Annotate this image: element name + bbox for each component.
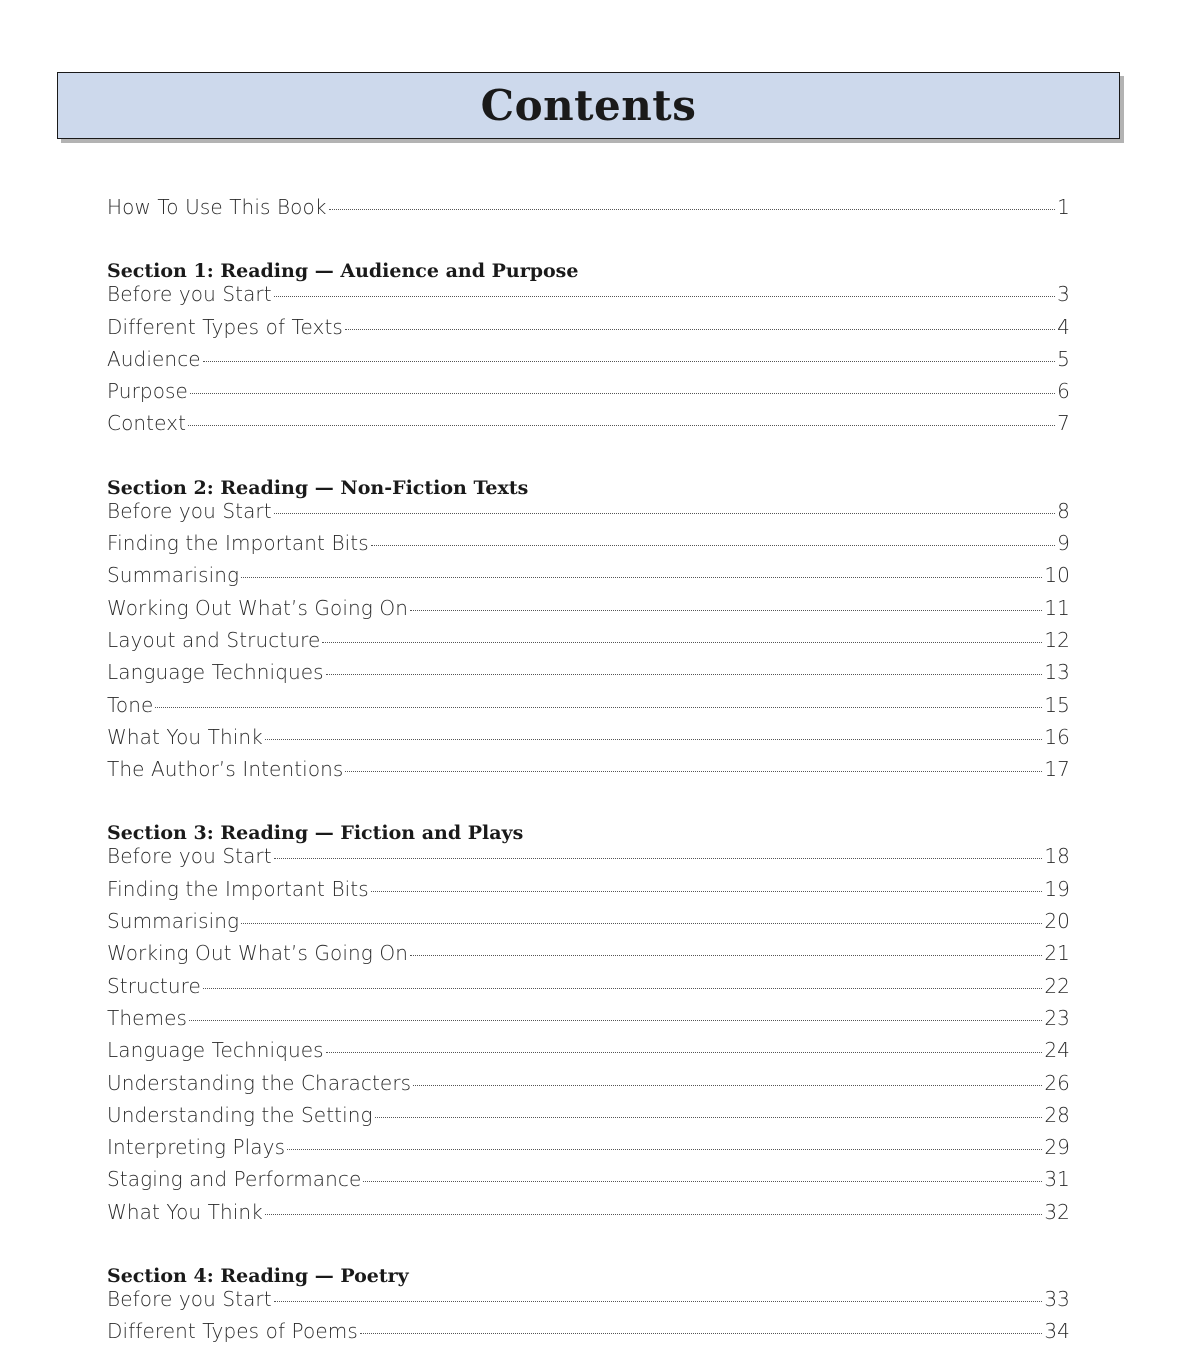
section-heading: Section 1: Reading — Audience and Purpose bbox=[107, 260, 579, 283]
dot-leader bbox=[410, 955, 1042, 956]
dot-leader bbox=[190, 393, 1055, 394]
toc-entry-label: Understanding the Characters bbox=[107, 1070, 412, 1095]
dot-leader bbox=[203, 988, 1042, 989]
toc-entry[interactable] bbox=[107, 1287, 1070, 1319]
toc-entry-label: Working Out What’s Going On bbox=[107, 595, 408, 620]
toc-entry-label: How To Use This Book bbox=[107, 195, 327, 219]
section-heading: Section 2: Reading — Non-Fiction Texts bbox=[107, 476, 529, 499]
toc-entry[interactable] bbox=[107, 1006, 1070, 1038]
toc-entry-page: 1 bbox=[1057, 195, 1070, 219]
toc-entry-page: 11 bbox=[1044, 595, 1070, 620]
toc-entry[interactable] bbox=[107, 282, 1070, 314]
toc-entry[interactable] bbox=[107, 877, 1070, 909]
toc-entry-page: 4 bbox=[1057, 314, 1070, 339]
toc-entry[interactable] bbox=[107, 563, 1070, 595]
toc-entry[interactable] bbox=[107, 411, 1070, 443]
dot-leader bbox=[371, 545, 1055, 546]
toc-entry[interactable] bbox=[107, 347, 1070, 379]
toc-entry[interactable] bbox=[107, 628, 1070, 660]
dot-leader bbox=[188, 425, 1055, 426]
dot-leader bbox=[274, 513, 1055, 514]
toc-entry[interactable] bbox=[107, 1319, 1070, 1351]
dot-leader bbox=[360, 1333, 1042, 1334]
toc-entry-page: 9 bbox=[1057, 531, 1070, 556]
toc-entry[interactable] bbox=[107, 1103, 1070, 1135]
contents-title-banner bbox=[57, 72, 1120, 139]
toc-entry[interactable] bbox=[107, 757, 1070, 789]
toc-entry[interactable] bbox=[107, 941, 1070, 973]
toc-entry-label: Finding the Important Bits bbox=[107, 531, 369, 556]
toc-entry-label: The Author’s Intentions bbox=[107, 757, 344, 782]
toc-entry-page: 26 bbox=[1044, 1070, 1070, 1095]
toc-entry-label: Summarising bbox=[107, 563, 240, 588]
dot-leader bbox=[371, 891, 1043, 892]
toc-entry[interactable] bbox=[107, 1167, 1070, 1199]
toc-entry-label: Working Out What’s Going On bbox=[107, 941, 408, 966]
toc-entry-page: 13 bbox=[1044, 660, 1070, 685]
table-of-contents bbox=[107, 195, 1070, 1352]
toc-entry[interactable] bbox=[107, 1071, 1070, 1103]
toc-entry-page: 18 bbox=[1044, 844, 1070, 869]
toc-entry-page: 17 bbox=[1044, 757, 1070, 782]
toc-entry-page: 16 bbox=[1044, 724, 1070, 749]
toc-entry-intro[interactable] bbox=[107, 195, 1070, 227]
toc-entry[interactable] bbox=[107, 315, 1070, 347]
dot-leader bbox=[241, 577, 1042, 578]
toc-entry[interactable] bbox=[107, 660, 1070, 692]
toc-entry-label: Before you Start bbox=[107, 844, 272, 869]
toc-entry-label: Before you Start bbox=[107, 1287, 272, 1312]
toc-entry[interactable] bbox=[107, 1038, 1070, 1070]
toc-entry-label: Language Techniques bbox=[107, 1038, 324, 1063]
dot-leader bbox=[326, 674, 1043, 675]
dot-leader bbox=[274, 858, 1043, 859]
dot-leader bbox=[203, 361, 1055, 362]
toc-entry-page: 15 bbox=[1044, 692, 1070, 717]
toc-entry-label: Themes bbox=[107, 1005, 188, 1030]
dot-leader bbox=[413, 1085, 1042, 1086]
section-spacer bbox=[107, 227, 1070, 250]
toc-entry-label: Understanding the Setting bbox=[107, 1102, 373, 1127]
toc-entry-page: 31 bbox=[1044, 1167, 1070, 1192]
toc-entry-page: 21 bbox=[1044, 941, 1070, 966]
toc-entry[interactable] bbox=[107, 844, 1070, 876]
toc-entry[interactable] bbox=[107, 499, 1070, 531]
toc-entry-page: 5 bbox=[1057, 346, 1070, 371]
dot-leader bbox=[375, 1117, 1043, 1118]
toc-entry-page: 32 bbox=[1044, 1199, 1070, 1224]
toc-entry-page: 3 bbox=[1057, 282, 1070, 307]
toc-entry-label: Layout and Structure bbox=[107, 627, 321, 652]
dot-leader bbox=[345, 771, 1042, 772]
toc-entry-page: 19 bbox=[1044, 876, 1070, 901]
toc-entry-page: 34 bbox=[1044, 1319, 1070, 1344]
section-spacer bbox=[107, 789, 1070, 812]
page-title: Contents bbox=[480, 81, 697, 130]
dot-leader bbox=[363, 1181, 1042, 1182]
toc-entry-label: Audience bbox=[107, 346, 201, 371]
dot-leader bbox=[189, 1020, 1042, 1021]
dot-leader bbox=[241, 923, 1042, 924]
toc-entry-label: Finding the Important Bits bbox=[107, 876, 369, 901]
toc-entry-label: Structure bbox=[107, 973, 201, 998]
toc-entry[interactable] bbox=[107, 909, 1070, 941]
toc-entry-label: Purpose bbox=[107, 379, 188, 404]
dot-leader bbox=[322, 642, 1042, 643]
toc-entry[interactable] bbox=[107, 379, 1070, 411]
toc-entry[interactable] bbox=[107, 725, 1070, 757]
toc-entry[interactable] bbox=[107, 693, 1070, 725]
toc-entry-page: 22 bbox=[1044, 973, 1070, 998]
toc-entry[interactable] bbox=[107, 596, 1070, 628]
toc-entry-label: What You Think bbox=[107, 1199, 263, 1224]
toc-entry-page: 28 bbox=[1044, 1102, 1070, 1127]
toc-entry[interactable] bbox=[107, 1135, 1070, 1167]
dot-leader bbox=[287, 1149, 1042, 1150]
toc-entry-label: Summarising bbox=[107, 909, 240, 934]
toc-entry-label: Tone bbox=[107, 692, 154, 717]
dot-leader bbox=[345, 329, 1055, 330]
toc-entry-page: 8 bbox=[1057, 498, 1070, 523]
section-spacer bbox=[107, 444, 1070, 467]
toc-entry-page: 29 bbox=[1044, 1135, 1070, 1160]
dot-leader bbox=[265, 739, 1043, 740]
toc-entry-page: 10 bbox=[1044, 563, 1070, 588]
dot-leader bbox=[274, 296, 1055, 297]
dot-leader bbox=[326, 1052, 1043, 1053]
dot-leader bbox=[274, 1301, 1043, 1302]
toc-entry-label: Before you Start bbox=[107, 498, 272, 523]
section-heading: Section 3: Reading — Fiction and Plays bbox=[107, 822, 524, 845]
dot-leader bbox=[329, 209, 1056, 210]
section-heading: Section 4: Reading — Poetry bbox=[107, 1265, 409, 1288]
toc-entry[interactable] bbox=[107, 974, 1070, 1006]
toc-entry[interactable] bbox=[107, 1200, 1070, 1232]
toc-entry-page: 6 bbox=[1057, 379, 1070, 404]
toc-entry-label: Staging and Performance bbox=[107, 1167, 362, 1192]
toc-entry-label: Language Techniques bbox=[107, 660, 324, 685]
toc-entry-page: 23 bbox=[1044, 1005, 1070, 1030]
dot-leader bbox=[410, 610, 1042, 611]
toc-entry-label: Interpreting Plays bbox=[107, 1135, 286, 1160]
dot-leader bbox=[265, 1214, 1043, 1215]
toc-entry-label: Context bbox=[107, 411, 187, 436]
toc-entry-label: Different Types of Poems bbox=[107, 1319, 358, 1344]
toc-entry-page: 7 bbox=[1057, 411, 1070, 436]
toc-entry-page: 20 bbox=[1044, 909, 1070, 934]
toc-entry-page: 33 bbox=[1044, 1287, 1070, 1312]
toc-entry-page: 12 bbox=[1044, 627, 1070, 652]
toc-entry-label: Before you Start bbox=[107, 282, 272, 307]
dot-leader bbox=[155, 707, 1042, 708]
toc-entry[interactable] bbox=[107, 531, 1070, 563]
toc-entry-label: What You Think bbox=[107, 724, 263, 749]
toc-entry-label: Different Types of Texts bbox=[107, 314, 343, 339]
section-spacer bbox=[107, 1232, 1070, 1255]
toc-entry-page: 24 bbox=[1044, 1038, 1070, 1063]
